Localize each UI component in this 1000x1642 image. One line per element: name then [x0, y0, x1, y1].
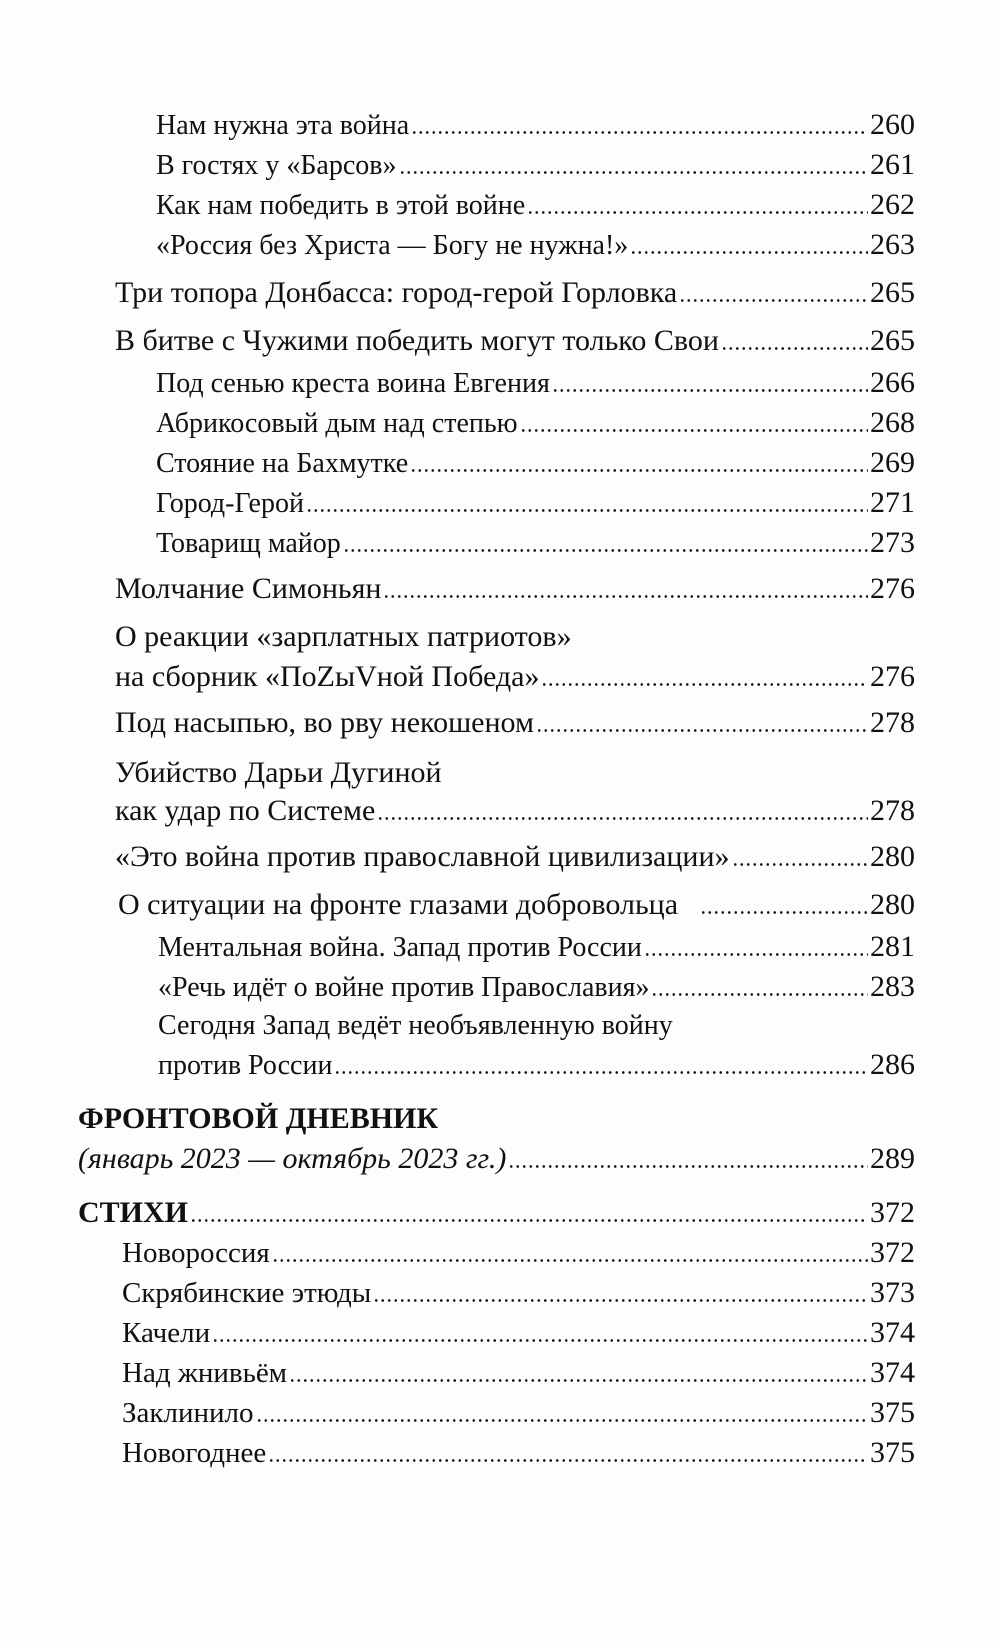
dot-leader [679, 299, 868, 302]
entry-title: Абрикосовый дым над степью [156, 408, 518, 439]
toc-entry [156, 446, 915, 480]
page-number: 278 [870, 706, 915, 739]
entry-title: Товарищ майор [156, 528, 341, 559]
page-number: 283 [870, 970, 915, 1003]
entry-title-line: Убийство Дарьи Дугиной [115, 756, 442, 789]
page-number: 375 [870, 1436, 915, 1469]
toc-entry [122, 1396, 915, 1430]
page-number: 372 [870, 1196, 915, 1229]
entry-title: Под насыпью, во рву некошеном [115, 706, 534, 739]
dot-leader [552, 389, 868, 392]
page-number: 276 [870, 660, 915, 693]
dot-leader [399, 171, 869, 174]
section-heading [78, 1102, 915, 1136]
dot-leader [268, 1459, 868, 1462]
entry-title: Новогоднее [122, 1437, 267, 1469]
dot-leader [536, 729, 868, 732]
entry-title: О ситуации на фронте глазами добровольца [118, 888, 679, 921]
toc-entry [156, 366, 915, 400]
dot-leader [541, 683, 868, 686]
dot-leader [644, 953, 868, 956]
toc-entry [156, 486, 915, 520]
toc-entry [122, 1276, 915, 1310]
toc-entry [122, 1356, 915, 1390]
page-number: 289 [870, 1142, 915, 1175]
page-number: 261 [870, 148, 915, 181]
page-number: 268 [870, 406, 915, 439]
entry-title: как удар по Системе [115, 794, 376, 827]
poems-title: СТИХИ [78, 1196, 189, 1229]
toc-entry [115, 706, 915, 740]
entry-title: Как нам победить в этой войне [156, 190, 526, 221]
toc-entry [158, 970, 915, 1004]
entry-title: на сборник «ПоZыVной Победа» [115, 660, 540, 693]
dot-leader [377, 817, 868, 820]
dot-leader [256, 1419, 869, 1422]
toc-entry [122, 1436, 915, 1470]
page-number: 266 [870, 366, 915, 399]
dot-leader [630, 251, 868, 254]
page-number: 273 [870, 526, 915, 559]
page-number: 286 [870, 1048, 915, 1081]
dot-leader [520, 429, 868, 432]
toc-entry [78, 1142, 915, 1176]
page-number: 271 [870, 486, 915, 519]
dot-leader [212, 1339, 868, 1342]
toc-entry [115, 276, 915, 310]
toc-entry [115, 572, 915, 606]
dot-leader [306, 509, 868, 512]
entry-title: Заклинило [122, 1397, 254, 1429]
dot-leader [508, 1165, 868, 1168]
toc-entry [122, 1236, 915, 1270]
entry-title: Молчание Симоньян [115, 572, 382, 605]
page-number: 265 [870, 324, 915, 357]
entry-title: против России [158, 1050, 333, 1081]
toc-entry [115, 620, 915, 694]
dot-leader [190, 1219, 868, 1222]
toc-entry [156, 148, 915, 182]
entry-title-line: Сегодня Запад ведёт необъявленную войну [158, 1010, 673, 1041]
toc-entry [115, 756, 915, 828]
page-number: 260 [870, 108, 915, 141]
dot-leader [334, 1071, 868, 1074]
toc-entry [156, 406, 915, 440]
dot-leader [289, 1379, 868, 1382]
toc-entry [115, 324, 915, 358]
entry-title: «Это война против православной цивилизации» [115, 840, 730, 873]
entry-title: Качели [122, 1317, 211, 1349]
toc-entry [158, 1010, 915, 1082]
page-number: 373 [870, 1276, 915, 1309]
entry-title: Стояние на Бахмутке [156, 448, 409, 479]
page-number: 281 [870, 930, 915, 963]
entry-title: Новороссия [122, 1237, 270, 1269]
page-number: 375 [870, 1396, 915, 1429]
dot-leader [410, 469, 868, 472]
dot-leader [651, 993, 868, 996]
toc-entry [156, 228, 915, 262]
page-number: 280 [870, 840, 915, 873]
page-number: 263 [870, 228, 915, 261]
entry-title: Над жнивьём [122, 1357, 288, 1389]
entry-title: Скрябинские этюды [122, 1277, 372, 1309]
entry-title: Под сенью креста воина Евгения [156, 368, 550, 399]
entry-title: Город-Герой [156, 488, 304, 519]
toc-entry [156, 526, 915, 560]
entry-title: Три топора Донбасса: город-герой Горловка [115, 276, 678, 309]
toc-entry [118, 888, 915, 922]
dot-leader [272, 1259, 868, 1262]
diary-subtitle: (январь 2023 — октябрь 2023 гг.) [78, 1142, 507, 1175]
dot-leader [383, 595, 868, 598]
dot-leader [721, 347, 868, 350]
entry-title: Нам нужна эта война [156, 110, 410, 141]
entry-title: В гостях у «Барсов» [156, 150, 397, 181]
toc-entry [78, 1196, 915, 1230]
entry-title: В битве с Чужими победить могут только Свои [115, 324, 719, 357]
page-number: 374 [870, 1316, 915, 1349]
dot-leader [373, 1299, 868, 1302]
page-number: 265 [870, 276, 915, 309]
dot-leader [732, 863, 868, 866]
toc-entry [122, 1316, 915, 1350]
toc-entry [156, 108, 915, 142]
entry-title: «Россия без Христа — Богу не нужна!» [156, 230, 629, 261]
page-number: 280 [870, 888, 915, 921]
dot-leader [411, 131, 868, 134]
entry-title: «Речь идёт о войне против Православия» [158, 972, 650, 1003]
toc-entry [158, 930, 915, 964]
page-number: 276 [870, 572, 915, 605]
page-number: 278 [870, 794, 915, 827]
entry-title: Ментальная война. Запад против России [158, 932, 642, 963]
entry-title-line: О реакции «зарплатных патриотов» [115, 620, 572, 653]
page-number: 374 [870, 1356, 915, 1389]
toc-entry [156, 188, 915, 222]
dot-leader [343, 549, 868, 552]
dot-leader [527, 211, 868, 214]
page-number: 262 [870, 188, 915, 221]
page-number: 372 [870, 1236, 915, 1269]
diary-title: ФРОНТОВОЙ ДНЕВНИК [78, 1102, 439, 1135]
dot-leader [700, 911, 868, 914]
toc-entry [115, 840, 915, 874]
page-number: 269 [870, 446, 915, 479]
